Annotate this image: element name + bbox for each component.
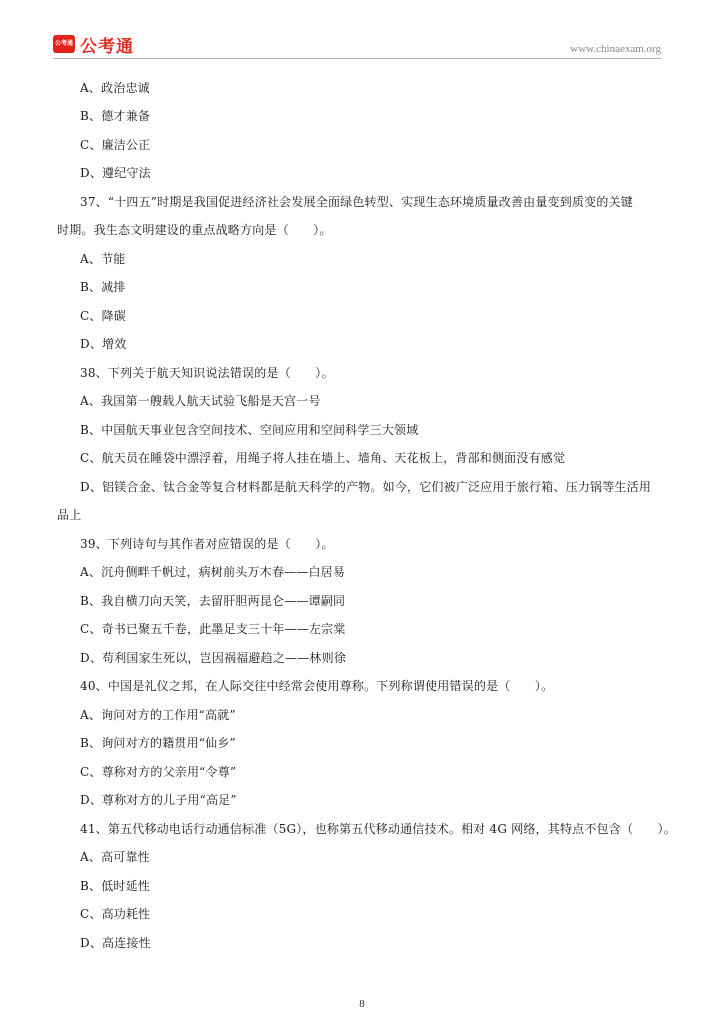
- option-line: B、德才兼备: [80, 109, 151, 123]
- option-line: A、沉舟侧畔千帆过，病树前头万木春——白居易: [80, 565, 346, 579]
- option-line: D、增效: [80, 337, 127, 351]
- header-divider: [53, 58, 661, 59]
- option-line: C、尊称对方的父亲用“令尊”: [80, 765, 237, 779]
- question-37-cont: 时期。我生态文明建设的重点战略方向是（ ）。: [57, 223, 332, 237]
- option-line: D、苟利国家生死以，岂因祸福避趋之——林则徐: [80, 651, 347, 665]
- page-number: 8: [359, 998, 365, 1010]
- option-line: A、询问对方的工作用“高就”: [80, 708, 236, 722]
- option-line: D、铝镁合金、钛合金等复合材料都是航天科学的产物。如今，它们被广泛应用于旅行箱、压力锅等生活用: [80, 480, 652, 494]
- option-line: C、高功耗性: [80, 907, 151, 921]
- option-line: D、遵纪守法: [80, 166, 151, 180]
- site-url: www.chinaexam.org: [570, 43, 661, 55]
- option-line: A、政治忠诚: [80, 81, 150, 95]
- page-header: [53, 33, 661, 59]
- option-line: A、高可靠性: [80, 850, 150, 864]
- option-line-cont: 品上: [57, 508, 82, 522]
- logo-text: 公考通: [80, 37, 134, 57]
- question-37: 37、“十四五”时期是我国促进经济社会发展全面绿色转型、实现生态环境质量改善由量变到质变的关键: [80, 195, 633, 209]
- option-line: D、高连接性: [80, 936, 151, 950]
- option-line: C、航天员在睡袋中漂浮着，用绳子将人挂在墙上、墙角、天花板上，背部和侧面没有感觉: [80, 451, 566, 465]
- option-line: B、减排: [80, 280, 126, 294]
- option-line: A、我国第一艘载人航天试验飞船是天宫一号: [80, 394, 321, 408]
- option-line: C、廉洁公正: [80, 138, 151, 152]
- question-41: 41、第五代移动电话行动通信标准（5G），也称第五代移动通信技术。相对 4G 网络，其特点不包含（ ）。: [80, 822, 676, 836]
- option-line: B、询问对方的籍贯用“仙乡”: [80, 736, 236, 750]
- option-line: B、低时延性: [80, 879, 151, 893]
- option-line: D、尊称对方的儿子用“高足”: [80, 793, 237, 807]
- question-38: 38、下列关于航天知识说法错误的是（ ）。: [80, 366, 334, 380]
- question-39: 39、下列诗句与其作者对应错误的是（ ）。: [80, 537, 334, 551]
- question-40: 40、中国是礼仪之邦，在人际交往中经常会使用尊称。下列称谓使用错误的是（ ）。: [80, 679, 554, 693]
- option-line: B、我自横刀向天笑，去留肝胆两昆仑——谭嗣同: [80, 594, 346, 608]
- option-line: C、降碳: [80, 309, 126, 323]
- option-line: A、节能: [80, 252, 126, 266]
- logo-icon: 公考通: [53, 35, 75, 53]
- option-line: C、奇书已聚五千卷，此墨足支三十年——左宗棠: [80, 622, 346, 636]
- option-line: B、中国航天事业包含空间技术、空间应用和空间科学三大领域: [80, 423, 419, 437]
